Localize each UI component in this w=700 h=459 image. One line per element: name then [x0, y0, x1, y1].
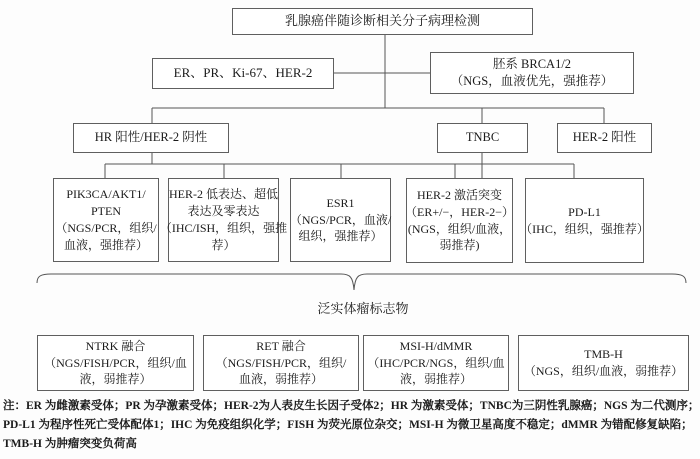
node-her2-low-expression — [159, 178, 288, 262]
node-line: HER-2 低表达、超低 — [169, 187, 278, 202]
node-line: ESR1 — [326, 195, 355, 210]
footnote — [3, 397, 700, 454]
node-line: 液，弱推荐） — [399, 372, 472, 387]
footnote-line-3: TMB-H 为肿瘤突变负荷高 — [3, 438, 137, 450]
node-tmb-h — [518, 335, 689, 391]
node-line: 乳腺癌伴随诊断相关分子病理检测 — [284, 13, 480, 29]
footnote-line-1: 注：ER 为雌激素受体；PR 为孕激素受体；HER-2为人表皮生长因子受体2；HR 为激素受体；TNBC为三阴性乳腺癌；NGS 为二代测序； — [3, 400, 700, 412]
footnote-line-2: PD-L1 为程序性死亡受体配体1；IHC 为免疫组织化学；FISH 为荧光原位杂交；MSI-H 为微卫星高度不稳定；dMMR 为错配修复缺陷； — [3, 419, 693, 431]
node-line: （NGS/FISH/PCR，组织/血 — [44, 355, 187, 370]
node-tnbc — [437, 123, 528, 153]
node-line: 表达及零表达 — [187, 204, 260, 219]
node-line: 液，弱推荐） — [79, 372, 152, 387]
node-line: HER-2 激活突变 — [417, 187, 502, 202]
node-line: （IHC/PCR/NGS，组织/血 — [367, 355, 505, 370]
node-line: 胚系 BRCA1/2 — [492, 56, 572, 71]
node-msi-h-dmmr — [363, 335, 509, 391]
node-line: (NGS，组织/血液， — [407, 221, 512, 236]
node-line: （NGS/PCR，血液/ — [289, 212, 392, 227]
pan-tumor-label: 泛实体瘤标志物 — [317, 301, 409, 316]
node-line: PTEN — [91, 204, 121, 219]
node-line: （NGS/PCR，组织/ — [55, 221, 157, 235]
node-pd-l1 — [520, 178, 649, 263]
node-line: MSI-H/dMMR — [399, 338, 473, 353]
node-line: 弱推荐) — [439, 238, 480, 253]
node-her2-activating-mutation — [406, 178, 513, 263]
node-line: （IHC/ISH，组织，强推 — [159, 221, 288, 235]
node-line: 组织，强推荐） — [298, 229, 383, 244]
node-line: HER-2 阳性 — [572, 130, 637, 145]
node-pik3ca-akt1-pten — [53, 178, 159, 262]
node-line: PD-L1 — [568, 204, 601, 219]
node-line: HR 阳性/HER-2 阴性 — [94, 130, 208, 145]
node-er-pr-ki67-her2 — [152, 58, 334, 89]
node-hr-pos-her2-neg — [73, 123, 229, 153]
node-line: 血液，强推荐） — [63, 237, 148, 252]
node-line: ER、PR、Ki-67、HER-2 — [173, 65, 313, 81]
node-esr1 — [290, 178, 391, 262]
node-breast-cancer-testing — [232, 8, 533, 35]
node-line: TMB-H — [584, 347, 623, 362]
node-line: 血液，弱推荐） — [238, 372, 323, 387]
node-line: （IHC，组织，强推荐） — [520, 221, 649, 236]
node-line: （ER+/−，HER-2−） — [405, 204, 514, 219]
node-line: NTRK 融合 — [85, 338, 146, 353]
node-germline-brca — [430, 52, 634, 94]
node-line: （NGS，血液优先，强推荐） — [450, 74, 614, 88]
node-ret-fusion — [203, 335, 359, 391]
node-line: TNBC — [465, 130, 500, 145]
node-line: （NGS，组织/血液，弱推荐） — [523, 364, 684, 378]
node-line: PIK3CA/AKT1/ — [66, 187, 146, 202]
node-line: RET 融合 — [256, 338, 306, 353]
node-ntrk-fusion — [37, 335, 194, 391]
node-line: 荐） — [211, 237, 236, 252]
pan-tumor-brace — [37, 274, 686, 290]
node-line: （NGS/FISH/PCR，组织/ — [215, 355, 347, 370]
node-her2-positive — [557, 123, 652, 153]
